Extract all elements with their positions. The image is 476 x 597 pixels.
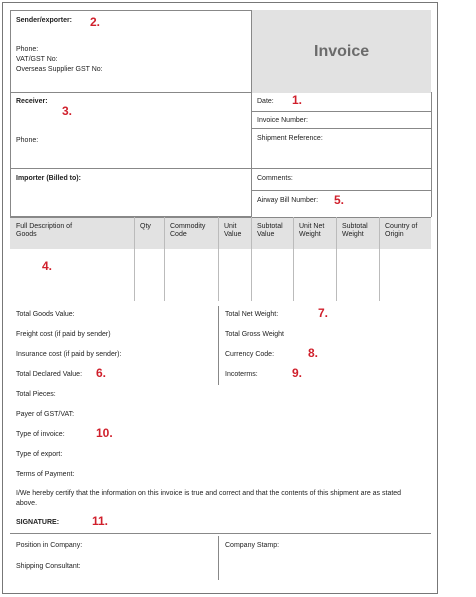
sender-vat-label: VAT/GST No:	[16, 56, 58, 63]
type-of-invoice-marker: 10.	[96, 426, 113, 440]
payer-gst-label: Payer of GST/VAT:	[16, 411, 75, 418]
header-subtotal-value: Subtotal Value	[257, 223, 283, 238]
comments-underline	[252, 190, 431, 191]
col-divider-2	[164, 217, 165, 301]
net-weight-marker: 7.	[318, 306, 329, 320]
shipment-reference-underline	[252, 168, 431, 169]
incoterms-label: Incoterms:	[225, 371, 258, 378]
header-qty: Qty	[140, 223, 151, 230]
incoterms-marker: 9.	[292, 366, 303, 380]
shipment-reference-label: Shipment Reference:	[257, 135, 323, 142]
sender-phone-label: Phone:	[16, 46, 39, 53]
type-of-export-label: Type of export:	[16, 451, 63, 458]
total-goods-value-label: Total Goods Value:	[16, 311, 75, 318]
col-divider-7	[379, 217, 380, 301]
type-of-invoice-label: Type of invoice:	[16, 431, 65, 438]
certification-text: I/We hereby certify that the information on this invoice is true and correct and that the contents of this shipment are as stated above.	[16, 490, 402, 507]
total-pieces-label: Total Pieces:	[16, 391, 56, 398]
invoice-number-underline	[252, 128, 431, 129]
terms-of-payment-label: Terms of Payment:	[16, 471, 75, 478]
total-net-weight-label: Total Net Weight:	[225, 311, 279, 318]
currency-code-label: Currency Code:	[225, 351, 275, 358]
col-divider-5	[293, 217, 294, 301]
date-marker: 1.	[292, 93, 303, 107]
invoice-number-label: Invoice Number:	[257, 117, 308, 124]
declared-value-marker: 6.	[96, 366, 107, 380]
header-unit-value: Unit Value	[224, 223, 242, 238]
airway-bill-marker: 5.	[334, 193, 345, 207]
position-in-company-label: Position in Company:	[16, 542, 83, 549]
importer-title: Importer (Billed to):	[16, 175, 81, 182]
date-underline	[252, 111, 431, 112]
header-commodity: Commodity Code	[170, 223, 206, 238]
signature-label: SIGNATURE:	[16, 519, 60, 526]
total-gross-weight-label: Total Gross Weight	[225, 331, 285, 338]
sender-overseas-gst-label: Overseas Supplier GST No:	[16, 66, 103, 73]
shipping-consultant-label: Shipping Consultant:	[16, 563, 81, 570]
currency-code-marker: 8.	[308, 346, 319, 360]
insurance-cost-label: Insurance cost (if paid by sender):	[16, 351, 122, 358]
receiver-phone-label: Phone:	[16, 137, 39, 144]
invoice-title: Invoice	[314, 43, 370, 60]
goods-marker: 4.	[42, 259, 53, 273]
footer-divider	[218, 536, 219, 580]
total-declared-value-label: Total Declared Value:	[16, 371, 83, 378]
header-unit-net-weight: Unit Net Weight	[299, 223, 325, 238]
col-divider-4	[251, 217, 252, 301]
footer-rule	[10, 533, 431, 534]
totals-divider	[218, 306, 219, 385]
date-label: Date:	[257, 98, 274, 105]
sender-title: Sender/exporter:	[16, 17, 73, 24]
signature-marker: 11.	[92, 514, 109, 528]
col-divider-1	[134, 217, 135, 301]
receiver-title: Receiver:	[16, 98, 48, 105]
header-subtotal-weight: Subtotal Weight	[342, 223, 368, 238]
comments-label: Comments:	[257, 175, 293, 182]
col-divider-6	[336, 217, 337, 301]
airway-bill-label: Airway Bill Number:	[257, 197, 319, 204]
header-description: Full Description of Goods	[16, 223, 73, 238]
col-divider-3	[218, 217, 219, 301]
sender-marker: 2.	[90, 15, 101, 29]
right-column-divider	[431, 92, 432, 217]
company-stamp-label: Company Stamp:	[225, 542, 280, 549]
header-country: Country of Origin	[385, 223, 418, 238]
freight-cost-label: Freight cost (if paid by sender)	[16, 331, 111, 338]
receiver-marker: 3.	[62, 104, 73, 118]
